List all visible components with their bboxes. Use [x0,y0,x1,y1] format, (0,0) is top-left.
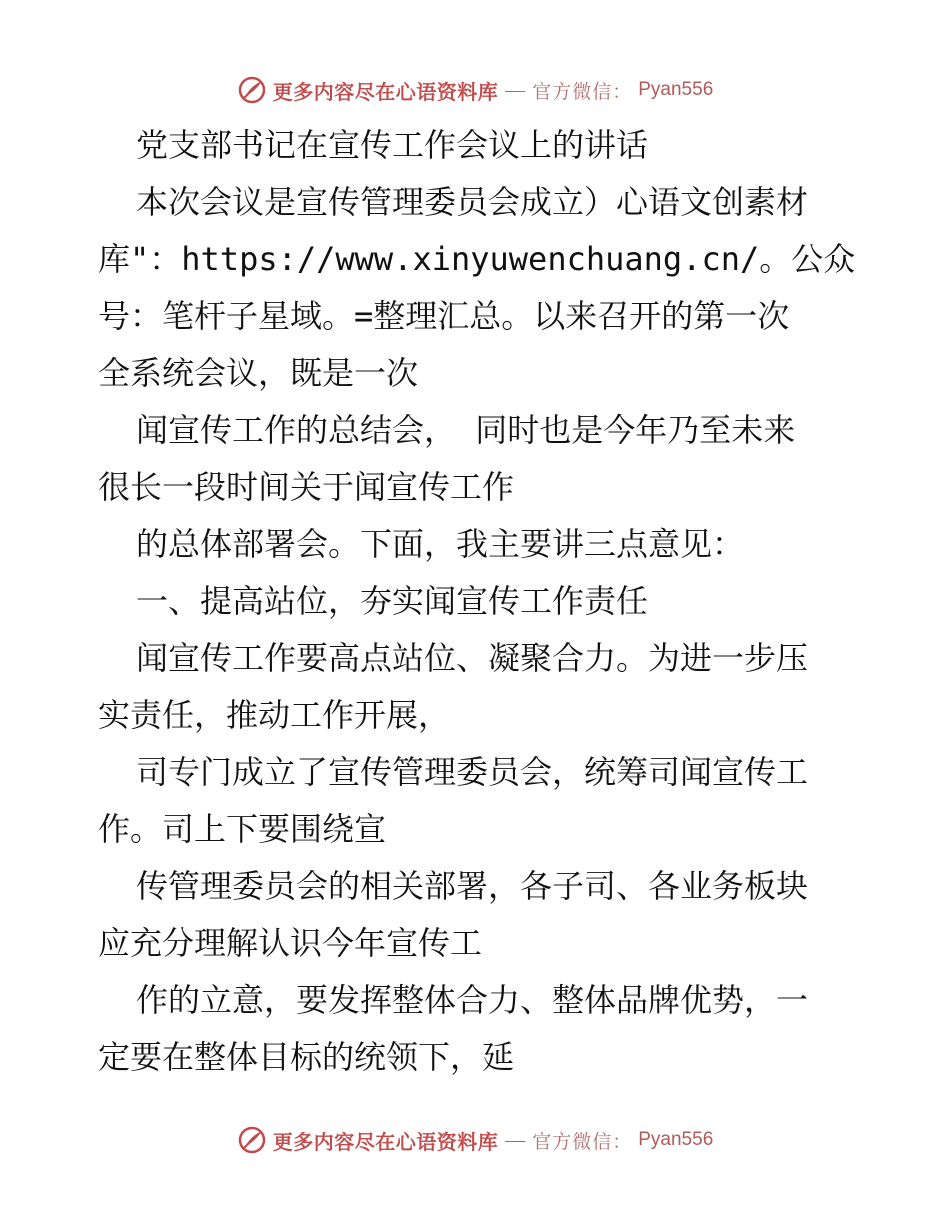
text-line: 作的立意，要发挥整体合力、整体品牌优势，一 [136,981,809,1019]
text-line: 很长一段时间关于闻宣传工作 [98,468,515,506]
footer-banner [0,1120,950,1160]
feather-logo-icon [237,1125,267,1155]
banner-wechat-id: Pyan556 [638,1129,714,1150]
text-line: 实责任，推动工作开展， [98,696,451,734]
text-line: 司专门成立了宣传管理委员会，统筹司闻宣传工 [136,753,809,791]
text-line: 库"：https://www.xinyuwenchuang.cn/。公众 [98,240,856,278]
text-line: 闻宣传工作的总结会， 同时也是今年乃至未来 [136,411,796,449]
feather-logo-icon [237,75,267,105]
banner-sub-text: 官方微信： [532,1130,633,1153]
banner-wechat-id: Pyan556 [638,79,714,100]
text-line: 号：笔杆子星域。=整理汇总。以来召开的第一次 [98,297,790,335]
text-line: 本次会议是宣传管理委员会成立）心语文创素材 [136,183,809,221]
text-line: 的总体部署会。下面，我主要讲三点意见： [136,525,745,563]
document-title: 党支部书记在宣传工作会议上的讲话 [136,126,649,164]
banner-dash: — [505,1128,526,1151]
text-line: 闻宣传工作要高点站位、凝聚合力。为进一步压 [136,639,809,677]
text-line: 传管理委员会的相关部署，各子司、各业务板块 [136,867,809,905]
footer-banner-content [237,1125,714,1155]
header-banner [0,70,950,110]
text-line: 全系统会议，既是一次 [98,354,419,392]
section-heading: 一、提高站位，夯实闻宣传工作责任 [136,582,649,620]
banner-sub-text: 官方微信： [532,80,633,103]
banner-dash: — [505,78,526,101]
text-line: 作。司上下要围绕宣 [98,810,387,848]
text-line: 定要在整体目标的统领下，延 [98,1038,515,1076]
header-banner-content [237,75,714,105]
document-body [98,117,868,1086]
text-line: 应充分理解认识今年宣传工 [98,924,483,962]
banner-main-text: 更多内容尽在心语资料库 [272,79,499,104]
banner-main-text: 更多内容尽在心语资料库 [272,1129,499,1154]
